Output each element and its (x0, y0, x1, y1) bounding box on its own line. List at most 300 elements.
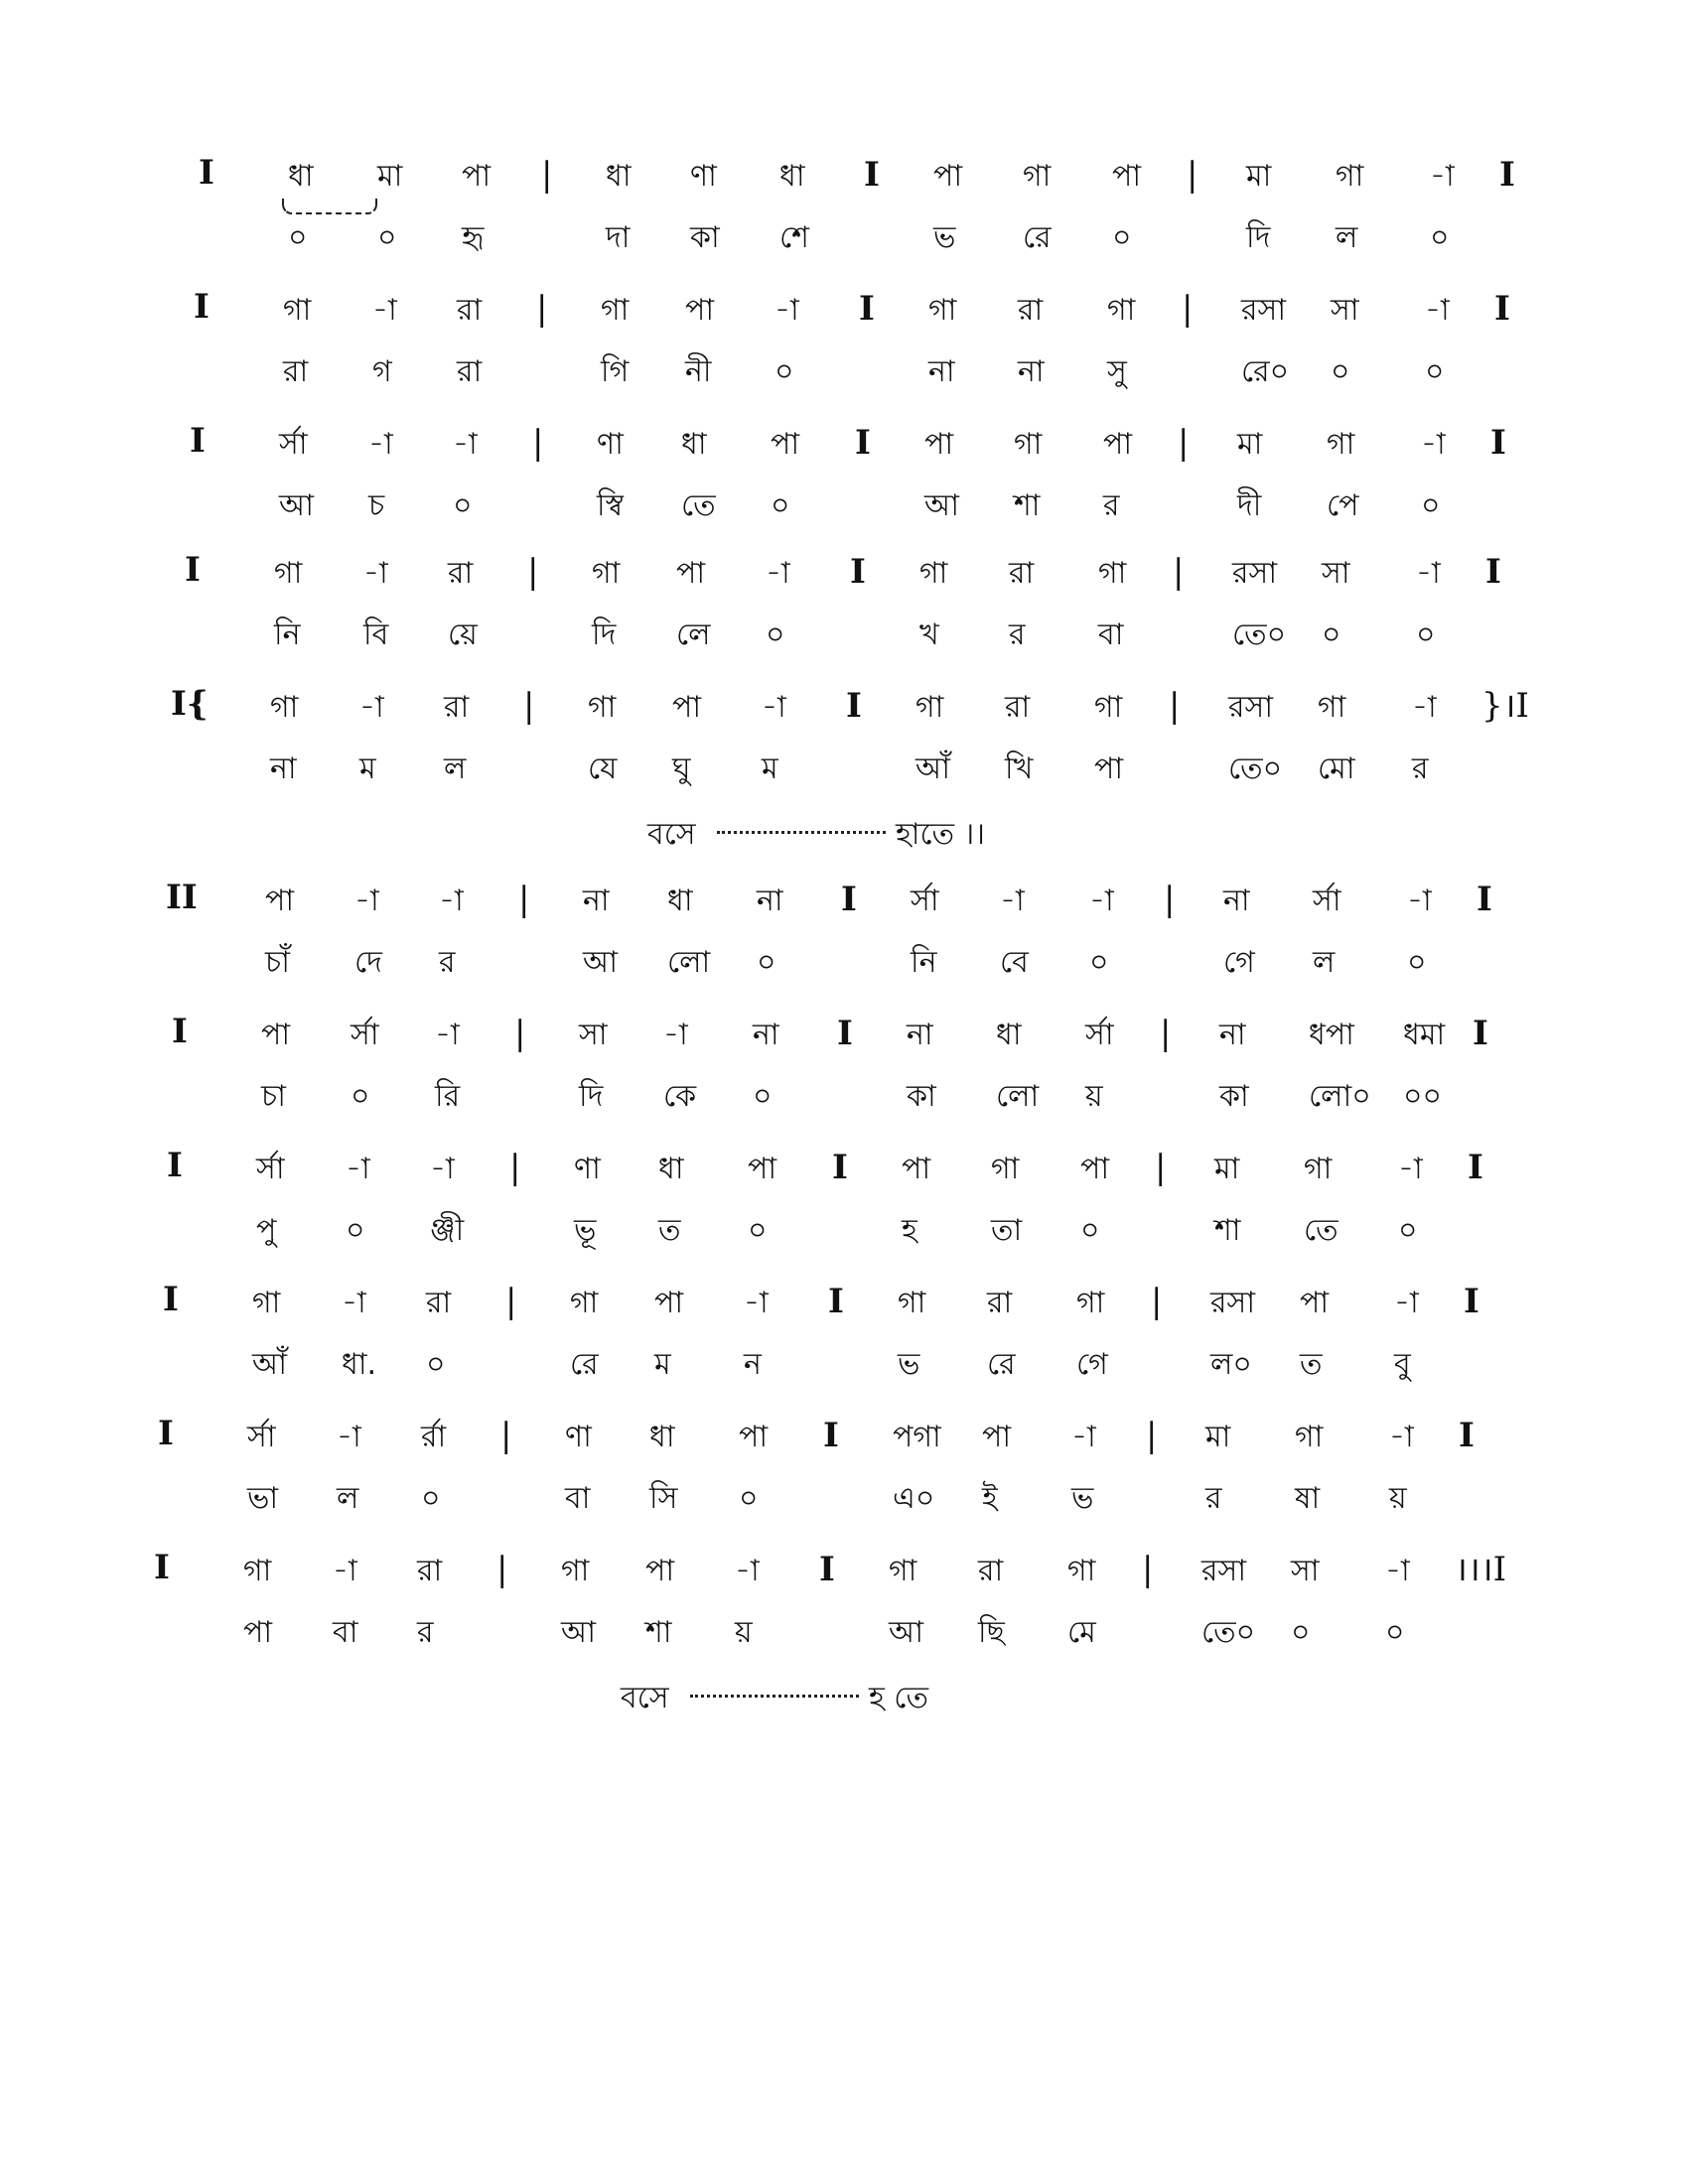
note: গা (252, 1286, 281, 1320)
lyric-syllable: ০ (421, 1481, 441, 1516)
lyric-syllable: লো (667, 945, 711, 980)
lyric-syllable: বা (565, 1481, 591, 1516)
note: গা (1304, 1152, 1333, 1186)
line-start-bar: I (190, 421, 206, 461)
note: পা (982, 1420, 1012, 1454)
bar-line: I (1459, 1416, 1475, 1455)
note: না (1219, 1018, 1246, 1052)
lyric-syllable: শে (779, 220, 809, 255)
lyric-syllable: পে (1327, 488, 1359, 523)
lyric-syllable: ০ (757, 945, 776, 980)
note: -া (663, 1018, 688, 1052)
lyric-syllable: বা (333, 1615, 358, 1650)
note: র্সা (911, 884, 939, 918)
note: রসা (1228, 690, 1274, 725)
note: -া (744, 1286, 769, 1320)
bar-line: | (536, 289, 548, 329)
bar-line: I (1477, 880, 1492, 919)
lyric-syllable: খি (1005, 751, 1034, 786)
lyric-syllable: রি (435, 1079, 461, 1114)
lyric-syllable: বি (363, 617, 389, 652)
note: -া (1071, 1420, 1096, 1454)
lyric-syllable: গে (1076, 1347, 1108, 1382)
note: না (583, 884, 610, 918)
note: -া (363, 556, 388, 591)
note: -া (1000, 884, 1025, 918)
note: ধা (649, 1420, 675, 1454)
note: র্সা (1313, 884, 1341, 918)
lyric-syllable: ০ (453, 488, 473, 523)
note: মা (1205, 1420, 1231, 1454)
lyric-syllable: ভ (1071, 1481, 1094, 1516)
note: রা (448, 556, 474, 591)
note: পা (924, 427, 954, 462)
lyric-syllable: ০ (774, 354, 794, 389)
note: রা (444, 690, 470, 725)
lyric-syllable: ০ (1291, 1615, 1311, 1650)
lyric-syllable: না (928, 354, 955, 389)
lyric-syllable: ল (1313, 945, 1336, 980)
lyric-syllable: র (1412, 751, 1429, 786)
lyric-syllable: চাঁ (265, 945, 290, 980)
bar-line: | (496, 1550, 508, 1589)
lyric-syllable: ভ (898, 1347, 920, 1382)
lyric-syllable: শা (1214, 1213, 1241, 1248)
note: গা (601, 293, 630, 328)
note: -া (359, 690, 384, 725)
lyric-syllable: না (270, 751, 297, 786)
note: ধা (658, 1152, 684, 1186)
lyric-syllable: ন (744, 1347, 762, 1382)
note: ধা (288, 159, 314, 194)
lyric-syllable: গি (601, 354, 630, 389)
lyric-syllable: লো০ (1309, 1079, 1371, 1114)
lyric-syllable: সি (649, 1481, 678, 1516)
note: -া (766, 556, 790, 591)
note: গা (1107, 293, 1136, 328)
refrain-dots (690, 1695, 859, 1698)
lyric-syllable: ত (658, 1213, 681, 1248)
note: গা (919, 556, 948, 591)
note: পা (261, 1018, 291, 1052)
note: রা (978, 1554, 1004, 1588)
lyric-syllable: চ (368, 488, 385, 523)
lyric-syllable: ০ (1430, 220, 1450, 255)
lyric-syllable: খ (919, 617, 939, 652)
lyric-syllable: চা (261, 1079, 286, 1114)
note: -া (337, 1420, 361, 1454)
bar-line: | (1164, 880, 1176, 919)
note: রা (1009, 556, 1035, 591)
lyric-syllable: ল (337, 1481, 359, 1516)
note: গা (274, 556, 303, 591)
lyric-syllable: স্বি (597, 488, 624, 523)
note: -া (1421, 427, 1446, 462)
note: মা (1214, 1152, 1240, 1186)
note: ধমা (1403, 1018, 1446, 1052)
lyric-syllable: রে (987, 1347, 1016, 1382)
refrain-end: হাতে ।। (896, 817, 986, 852)
lyric-syllable: র (1009, 617, 1026, 652)
lyric-syllable: না (1018, 354, 1045, 389)
lyric-syllable: গে (1223, 945, 1255, 980)
note: পা (676, 556, 706, 591)
note: -া (774, 293, 799, 328)
note: গা (570, 1286, 599, 1320)
lyric-syllable: ই (982, 1481, 998, 1516)
lyric-syllable: পা (243, 1615, 273, 1650)
lyric-syllable: বা (1098, 617, 1124, 652)
bar-line: }।I (1481, 686, 1529, 726)
bar-line: | (1187, 155, 1198, 195)
lyric-syllable: রে (1023, 220, 1052, 255)
note: -া (762, 690, 786, 725)
note: রা (1018, 293, 1044, 328)
note: গা (1014, 427, 1043, 462)
lyric-syllable: ০ (1407, 945, 1427, 980)
lyric-syllable: ০ (288, 220, 308, 255)
lyric-syllable: আঁ (915, 751, 950, 786)
note: পা (902, 1152, 931, 1186)
lyric-syllable: ল০ (1210, 1347, 1252, 1382)
bar-line: | (500, 1416, 512, 1455)
note: ধা (779, 159, 805, 194)
line-start-bar: II (166, 878, 198, 917)
bar-line: | (523, 686, 535, 726)
bar-line: | (1160, 1014, 1172, 1053)
note: মা (377, 159, 403, 194)
lyric-syllable: দী (1237, 488, 1262, 523)
refrain-dots (717, 831, 886, 834)
bar-line: I (1473, 1014, 1488, 1053)
note: রা (1005, 690, 1031, 725)
note: -া (346, 1152, 370, 1186)
lyric-syllable: মে (1067, 1615, 1096, 1650)
note: রসা (1201, 1554, 1247, 1588)
lyric-syllable: ০ (739, 1481, 759, 1516)
lyric-syllable: ০ (1416, 617, 1436, 652)
note: গা (1094, 690, 1123, 725)
lyric-syllable: ম (359, 751, 376, 786)
lyric-syllable: ধা. (342, 1347, 377, 1382)
lyric-syllable: ০ (346, 1213, 365, 1248)
lyric-syllable: র (1103, 488, 1120, 523)
note: সা (579, 1018, 608, 1052)
note: গা (283, 293, 312, 328)
bar-line: | (527, 552, 539, 592)
note: র্সা (351, 1018, 379, 1052)
note: পা (748, 1152, 777, 1186)
note: পগা (893, 1420, 941, 1454)
bar-line: I (855, 423, 871, 463)
note: পা (933, 159, 963, 194)
note: -া (372, 293, 397, 328)
note: মা (1237, 427, 1263, 462)
lyric-syllable: র (1205, 1481, 1222, 1516)
note: গা (1098, 556, 1127, 591)
note: -া (1398, 1152, 1423, 1186)
meend-slur (282, 199, 377, 214)
note: না (1223, 884, 1250, 918)
note: গা (270, 690, 299, 725)
lyric-syllable: য় (1085, 1079, 1103, 1114)
lyric-syllable: দা (606, 220, 631, 255)
note: পা (654, 1286, 684, 1320)
note: পা (771, 427, 800, 462)
note: ধা (667, 884, 693, 918)
lyric-syllable: লো (996, 1079, 1040, 1114)
note: -া (439, 884, 464, 918)
lyric-syllable: ০ (377, 220, 397, 255)
lyric-syllable: দি (592, 617, 617, 652)
lyric-syllable: ০ (1331, 354, 1350, 389)
lyric-syllable: নী (685, 354, 712, 389)
note: -া (1389, 1420, 1414, 1454)
note: পা (265, 884, 295, 918)
lyric-syllable: ০ (1385, 1615, 1405, 1650)
bar-line: | (509, 1148, 521, 1187)
line-start-bar: I (172, 1012, 188, 1051)
lyric-syllable: পা (1094, 751, 1124, 786)
lyric-syllable: আ (583, 945, 618, 980)
bar-line: | (1146, 1416, 1158, 1455)
bar-line: I (832, 1148, 848, 1187)
lyric-syllable: আঁ (252, 1347, 287, 1382)
bar-line: I (1468, 1148, 1483, 1187)
lyric-syllable: শা (645, 1615, 672, 1650)
lyric-syllable: ভূ (574, 1213, 597, 1248)
lyric-syllable: রা (283, 354, 309, 389)
lyric-syllable: কা (907, 1079, 936, 1114)
note: -া (342, 1286, 366, 1320)
note: গা (898, 1286, 926, 1320)
note: না (757, 884, 783, 918)
note: র্সা (256, 1152, 285, 1186)
lyric-syllable: ০ (1080, 1213, 1100, 1248)
lyric-syllable: ০ (1112, 220, 1132, 255)
note: মা (1246, 159, 1272, 194)
bar-line: I (1499, 155, 1515, 195)
lyric-syllable: দে (354, 945, 382, 980)
lyric-syllable: হৃ (462, 220, 485, 255)
lyric-syllable: ০ (1398, 1213, 1418, 1248)
bar-line: ।।।I (1455, 1550, 1507, 1589)
note: গা (1336, 159, 1364, 194)
note: গা (561, 1554, 590, 1588)
lyric-syllable: শা (1014, 488, 1041, 523)
bar-line: | (1155, 1148, 1167, 1187)
lyric-syllable: ০ (351, 1079, 370, 1114)
lyric-syllable: কা (1219, 1079, 1249, 1114)
line-start-bar: I (163, 1280, 179, 1319)
note: পা (1300, 1286, 1330, 1320)
note: গা (1295, 1420, 1324, 1454)
lyric-syllable: বু (1394, 1347, 1411, 1382)
note: না (907, 1018, 933, 1052)
note: গা (243, 1554, 272, 1588)
note: গা (1067, 1554, 1096, 1588)
lyric-syllable: র (439, 945, 456, 980)
line-start-bar: I (158, 1414, 174, 1453)
lyric-syllable: ০ (1322, 617, 1341, 652)
note: পা (462, 159, 492, 194)
lyric-syllable: ঞ্জী (430, 1213, 465, 1248)
lyric-syllable: দি (579, 1079, 604, 1114)
refrain-start: বসে (647, 817, 696, 852)
note: গা (1076, 1286, 1105, 1320)
note: -া (1412, 690, 1437, 725)
note: ণা (574, 1152, 601, 1186)
bar-line: I (864, 155, 880, 195)
lyric-syllable: তে০ (1232, 617, 1287, 652)
note: পা (645, 1554, 675, 1588)
lyric-syllable: কা (690, 220, 720, 255)
lyric-syllable: ০ (426, 1347, 446, 1382)
lyric-syllable: ষা (1295, 1481, 1321, 1516)
lyric-syllable: য়ে (448, 617, 478, 652)
note: -া (354, 884, 379, 918)
bar-line: | (514, 1014, 526, 1053)
note: ধা (996, 1018, 1022, 1052)
note: -া (1430, 159, 1455, 194)
bar-line: | (1169, 686, 1181, 726)
note: সা (1291, 1554, 1320, 1588)
note: ধপা (1309, 1018, 1354, 1052)
lyric-syllable: ০ (771, 488, 790, 523)
bar-line: I (1464, 1282, 1479, 1321)
lyric-syllable: ঘু (672, 751, 691, 786)
lyric-syllable: ল (1336, 220, 1358, 255)
note: -া (1089, 884, 1114, 918)
lyric-syllable: নি (274, 617, 301, 652)
lyric-syllable: আ (924, 488, 959, 523)
note: ধা (681, 427, 707, 462)
line-start-bar: I (185, 550, 201, 590)
note: রা (417, 1554, 443, 1588)
note: র্সা (247, 1420, 276, 1454)
note: -া (368, 427, 393, 462)
note: গা (991, 1152, 1020, 1186)
bar-line: | (1173, 552, 1185, 592)
bar-line: I (1494, 289, 1510, 329)
line-start-bar: I (167, 1146, 183, 1185)
note: -া (1416, 556, 1441, 591)
note: রা (457, 293, 483, 328)
note: গা (889, 1554, 917, 1588)
lyric-syllable: তে (681, 488, 716, 523)
lyric-syllable: ০ (1421, 488, 1441, 523)
lyric-syllable: ভ (933, 220, 956, 255)
lyric-syllable: ০ (1425, 354, 1445, 389)
bar-line: | (1182, 289, 1194, 329)
note: -া (1385, 1554, 1410, 1588)
bar-line: I (823, 1416, 839, 1455)
note: -া (1425, 293, 1450, 328)
bar-line: I (850, 552, 866, 592)
line-start-bar: I (154, 1548, 170, 1587)
lyric-syllable: কে (663, 1079, 697, 1114)
lyric-syllable: পু (256, 1213, 277, 1248)
bar-line: I (1490, 423, 1506, 463)
note: গা (915, 690, 944, 725)
note: -া (453, 427, 478, 462)
note: গা (928, 293, 957, 328)
lyric-syllable: য় (1389, 1481, 1407, 1516)
note: রসা (1241, 293, 1287, 328)
lyric-syllable: লে (676, 617, 711, 652)
note: পা (672, 690, 702, 725)
bar-line: | (1142, 1550, 1154, 1589)
note: গা (1327, 427, 1355, 462)
lyric-syllable: তে (1304, 1213, 1338, 1248)
bar-line: | (532, 423, 544, 463)
note: গা (592, 556, 621, 591)
note: ধা (606, 159, 632, 194)
lyric-syllable: ০ (766, 617, 785, 652)
bar-line: I (819, 1550, 835, 1589)
bar-line: I (846, 686, 862, 726)
lyric-syllable: ম (654, 1347, 671, 1382)
bar-line: | (1151, 1282, 1163, 1321)
note: র্সা (279, 427, 308, 462)
lyric-syllable: তে০ (1201, 1615, 1256, 1650)
note: রসা (1210, 1286, 1256, 1320)
lyric-syllable: ল (444, 751, 467, 786)
lyric-syllable: য় (735, 1615, 753, 1650)
lyric-syllable: ০ (748, 1213, 768, 1248)
bar-line: I (1485, 552, 1501, 592)
line-start-bar: I{ (171, 684, 209, 724)
lyric-syllable: ০০ (1403, 1079, 1443, 1114)
note: গা (1023, 159, 1052, 194)
lyric-syllable: আ (889, 1615, 923, 1650)
bar-line: I (828, 1282, 844, 1321)
note: না (753, 1018, 779, 1052)
line-start-bar: I (199, 153, 214, 193)
note: -া (333, 1554, 357, 1588)
bar-line: | (541, 155, 553, 195)
lyric-syllable: সু (1107, 354, 1127, 389)
lyric-syllable: বে (1000, 945, 1029, 980)
note: রা (987, 1286, 1013, 1320)
bar-line: | (1178, 423, 1190, 463)
note: পা (685, 293, 715, 328)
note: -া (430, 1152, 455, 1186)
bar-line: I (859, 289, 875, 329)
lyric-syllable: রে (570, 1347, 599, 1382)
lyric-syllable: র (417, 1615, 434, 1650)
note: রসা (1232, 556, 1278, 591)
note: পা (1080, 1152, 1110, 1186)
line-start-bar: I (194, 287, 210, 327)
lyric-syllable: রা (457, 354, 483, 389)
note: ণা (597, 427, 624, 462)
refrain-end: হ তে (869, 1681, 928, 1715)
lyric-syllable: আ (279, 488, 314, 523)
lyric-syllable: দি (1246, 220, 1271, 255)
note: পা (1103, 427, 1133, 462)
note: গা (588, 690, 617, 725)
note: ণা (565, 1420, 592, 1454)
note: -া (1394, 1286, 1419, 1320)
lyric-syllable: ম (762, 751, 778, 786)
note: -া (735, 1554, 760, 1588)
note: ণা (690, 159, 717, 194)
note: -া (1407, 884, 1432, 918)
note: সা (1322, 556, 1350, 591)
note: গা (1318, 690, 1346, 725)
lyric-syllable: ত (1300, 1347, 1323, 1382)
